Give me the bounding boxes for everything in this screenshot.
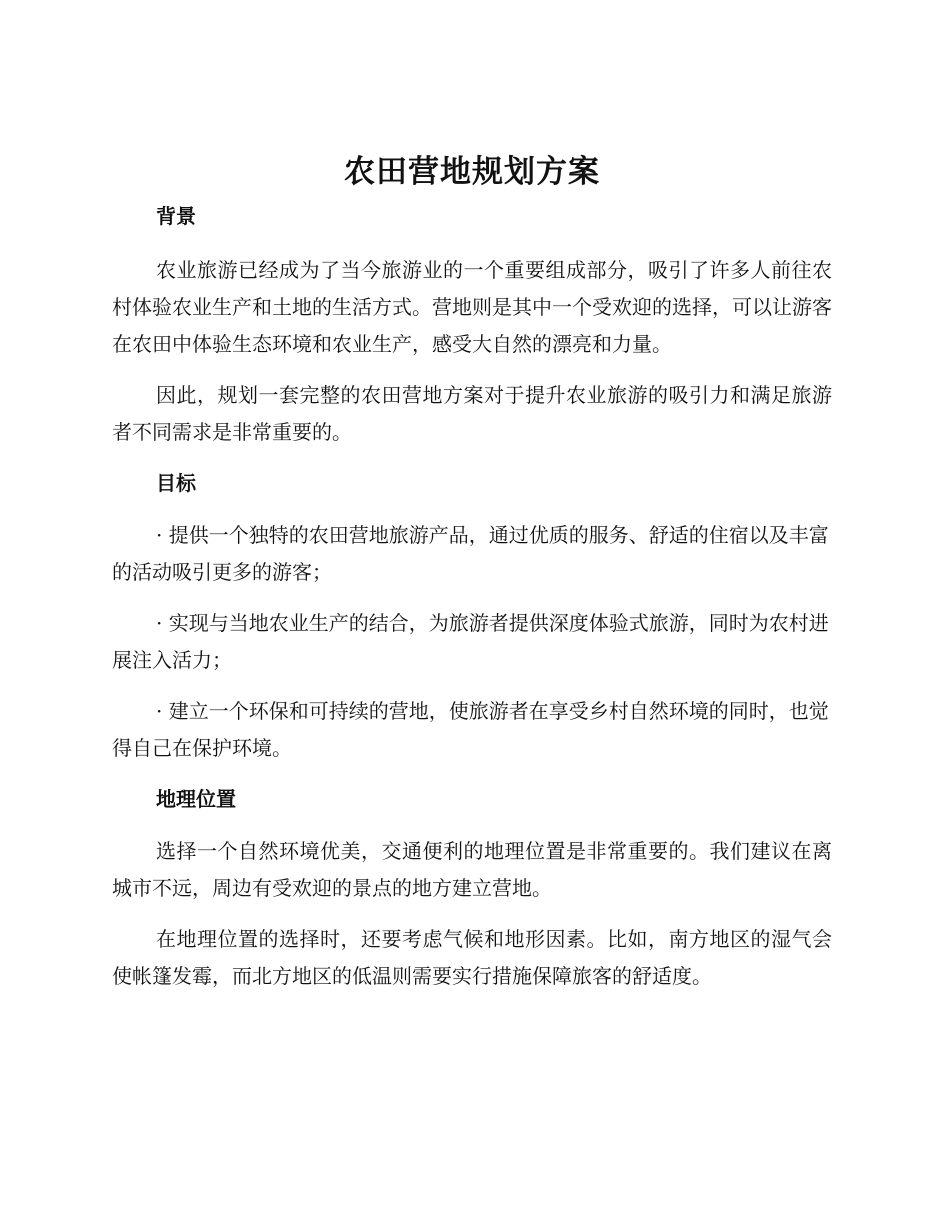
location-paragraph-2: 在地理位置的选择时，还要考虑气候和地形因素。比如，南方地区的湿气会使帐篷发霉，而北方地区的低温则需要实行措施保障旅客的舒适度。 xyxy=(112,927,832,988)
background-paragraph-2: 因此，规划一套完整的农田营地方案对于提升农业旅游的吸引力和满足旅游者不同需求是非常重要的。 xyxy=(112,383,832,444)
goal-item-3: · 建立一个环保和可持续的营地，使旅游者在享受乡村自然环境的同时，也觉得自己在保护环境。 xyxy=(112,699,829,760)
goal-item-2: · 实现与当地农业生产的结合，为旅游者提供深度体验式旅游，同时为农村进展注入活力； xyxy=(112,611,829,672)
document-title: 农田营地规划方案 xyxy=(344,154,600,190)
section-heading-goals: 目标 xyxy=(156,471,196,495)
document-page xyxy=(112,150,832,1009)
section-heading-background: 背景 xyxy=(156,204,196,228)
section-heading-location: 地理位置 xyxy=(156,787,236,811)
background-paragraph-1: 农业旅游已经成为了当今旅游业的一个重要组成部分，吸引了许多人前往农村体验农业生产和土地的生活方式。营地则是其中一个受欢迎的选择，可以让游客在农田中体验生态环境和农业生产，感受大自然的漂亮和力量。 xyxy=(112,258,832,356)
goal-item-1: · 提供一个独特的农田营地旅游产品，通过优质的服务、舒适的住宿以及丰富的活动吸引更多的游客； xyxy=(112,523,829,584)
location-paragraph-1: 选择一个自然环境优美，交通便利的地理位置是非常重要的。我们建议在离城市不远，周边有受欢迎的景点的地方建立营地。 xyxy=(112,839,832,900)
